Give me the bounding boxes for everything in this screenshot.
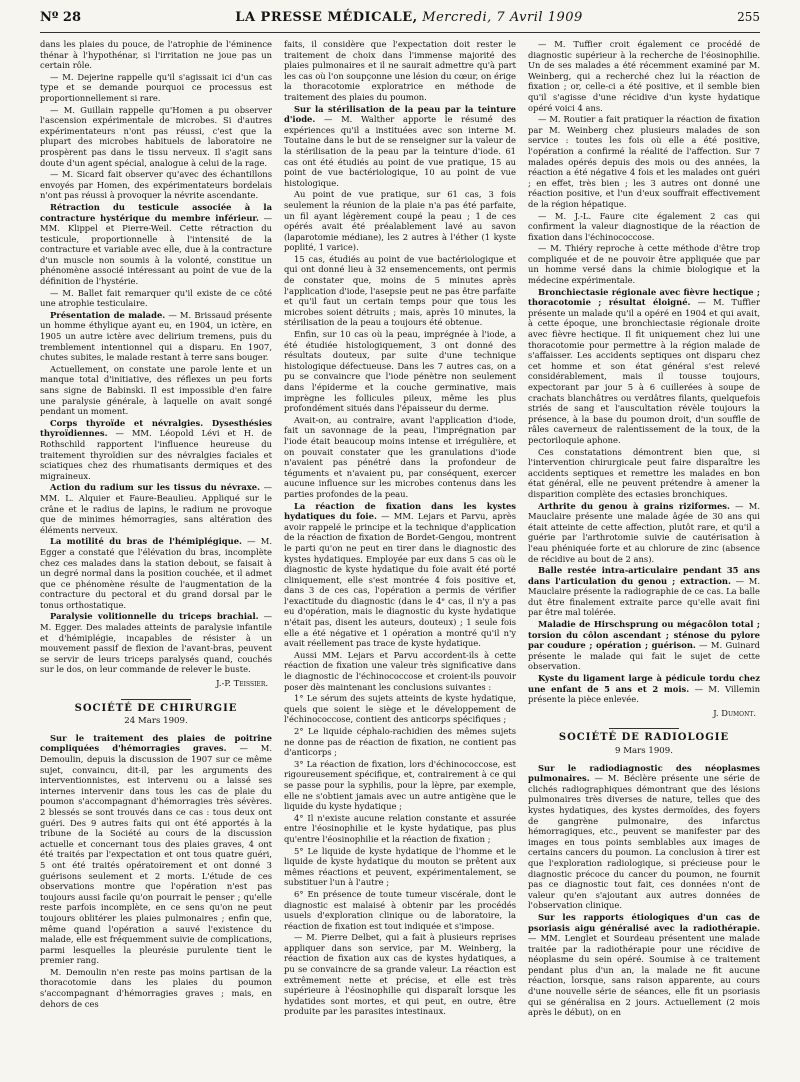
section-heading: Maladie de Hirschsprung ou mégacôlon total ; torsion du côlon ascendant ; sténose du pylore par coudure ; opération ; guérison. xyxy=(528,619,760,651)
section-heading: La motilité du bras de l'hémiplégique. xyxy=(50,536,242,547)
section-heading: Sur le traitement des plaies de poitrine compliquées d'hémorragies graves. xyxy=(40,732,272,754)
section-text: — M. Villemin présente la pièce enlevée. xyxy=(528,683,760,705)
issue-number: Nº 28 xyxy=(40,10,81,25)
section-heading: La réaction de fixation dans les kystes hydatiques du foie. xyxy=(284,500,516,522)
section xyxy=(40,482,272,535)
section-text: — M. Demoulin, depuis la discussion de 1907 sur ce même sujet, convaincu, dit-il, par les arguments des interventionnistes, est intervenu ou a laissé ses internes intervenir dans tous les cas de plaie du poumon s'accompagnant d'hémorragies très sévères. 2 blessés se sont trouvés dans ce cas : tous deux ont guéri. Des 9 autres faits qui ont été apportés à la tribune de la Société au cours de la discussion actuelle et concernant tous des plaies graves, 4 ont été traités par l'expectation et ont tous quatre guéri, 5 ont été traités opératoirement et ont donné 3 guérisons seulement et 2 morts. L'étude de ces observations montre que l'opération n'est pas toujours aussi facile qu'on pourrait le penser ; qu'elle reste parfois incomplète, en ce sens qu'on ne peut toujours oblitérer les plaies pulmonaires ; enfin que, même quand l'opération a sauvé l'existence du malade, elle est fréquemment suivie de complications, parmi lesquelles la pleurésie purulente tient le premier rang. xyxy=(40,743,272,966)
page-number: 255 xyxy=(737,10,760,24)
section xyxy=(40,611,272,675)
section xyxy=(528,565,760,618)
paragraph: dans les plaies du pouce, de l'atrophie de l'éminence thénar à l'hypothénar, si l'irritation ne joue pas un certain rôle. xyxy=(40,39,272,71)
section xyxy=(528,619,760,672)
issue-date: Mercredi, 7 Avril 1909 xyxy=(422,10,583,25)
section-heading: Kyste du ligament large à pédicule tordu chez une enfant de 5 ans et 2 mois. xyxy=(528,673,760,694)
paragraph: 15 cas, étudiés au point de vue bactériologique et qui ont donné lieu à 32 ensemencements, ont permis de constater que, moins de 5 minutes après l'application d'iode, l'asepsie peut ne pas être parfaite et qu'il faut un certain temps pour que tous les microbes soient détruits ; mais, après 10 minutes, la stérilisation de la peau a toujours été obtenue. xyxy=(284,253,516,328)
author-signature: J.-P. Teissier. xyxy=(216,678,268,689)
section-text: — M. Egger a constaté que l'élévation du bras, incomplète chez ces malades dans la station debout, se faisait à un degré normal dans la position couchée, et il admet que ce phénomène résulte de l'augmentation de la contracture du pectoral et du grand dorsal par le tonus orthostatique. xyxy=(40,536,272,610)
section-text: — M. Mauclaire présente une malade âgée de 30 ans qui était atteinte de cette affection, plutôt rare, et qu'il a guérie par l'arthrotomie suivie de cautérisation à l'eau phéniquée forte et au chlorure de zinc (absence de récidive au bout de 2 ans). xyxy=(528,500,760,564)
section-text: — MM. L. Alquier et Faure-Beaulieu. Appliqué sur le crâne et le radius de lapins, le radium ne provoque que de minimes hémorragies, sans altération des éléments nerveux. xyxy=(40,482,272,535)
section-text: — MM. Léopold Lévi et H. de Rothschild rapportent l'influence heureuse du traitement thyroïdien sur des névralgies faciales et sciatiques chez des rhumatisants dermiques et des migraineux. xyxy=(40,428,272,481)
paragraph: — M. J.-L. Faure cite également 2 cas qui confirment la valeur diagnostique de la réaction de fixation dans l'échinococcose. xyxy=(528,210,760,242)
section xyxy=(40,536,272,610)
section xyxy=(284,501,516,649)
section-text: — MM. Lenglet et Sourdeau présentent une malade traitée par la radiothérapie pour une récidive de néoplasme du sein opéré. Soumise à ce traitement pendant plus d'un an, la malade ne fit aucune réaction, lorsque, sans raison apparente, au cours d'une nouvelle série de séances, elle fit un psoriasis qui se généralisa en 2 jours. Actuellement (2 mois après le début), on en xyxy=(528,933,760,1018)
paragraph: — M. Thiéry reproche à cette méthode d'être trop compliquée et de ne pouvoir être appliquée que par un homme versé dans la chimie biologique et la médecine expérimentale. xyxy=(528,243,760,286)
page-header xyxy=(40,10,760,33)
paragraph: Avait-on, au contraire, avant l'application d'iode, fait un savonnage de la peau, l'imprégnation par l'iode était beaucoup moins intense et irrégulière, et on pouvait constater que les granulations d'iode n'avaient pas pénétré dans la profondeur de téguments et n'avaient pu, par conséquent, exercer aucune influence sur les microbes contenus dans les parties profondes de la peau. xyxy=(284,414,516,499)
section-heading: Sur la stérilisation de la peau par la teinture d'iode. xyxy=(284,103,516,125)
list-item: 1° Le sérum des sujets atteints de kyste hydatique, quels que soient le siège et le développement de l'échinococcose, contient des anticorps spécifiques ; xyxy=(284,693,516,725)
section-heading: Présentation de malade. xyxy=(50,309,166,320)
paragraph: Au point de vue pratique, sur 61 cas, 3 fois seulement la réunion de la plaie n'a pas été parfaite, un fil ayant légèrement coupé la peau ; 1 de ces opérés avait été préalablement lavé au savon (laparotomie médiane), les 2 autres à l'éther (1 kyste poplité, 1 varice). xyxy=(284,189,516,253)
section-text: — M. Béclère présente une série de clichés radiographiques démontrant que des lésions pulmonaires très diverses de nature, telles que des kystes hydatiques, des kystes dermoïdes, des foyers de gangrène pulmonaire, des infarctus hémorragiques, etc., peuvent se manifester par des images en tous points semblables aux images de certains cancers du poumon. La conclusion à tirer est que l'exploration radiologique, si précieuse pour le diagnostic précoce du cancer du poumon, ne fournit pas ce diagnostic tout fait, ces données n'ont de valeur qu'en s'ajoutant aux autres données de l'observation clinique. xyxy=(528,773,760,911)
section-text: — M. Guinard présente le malade qui fait le sujet de cette observation. xyxy=(528,640,760,672)
section-heading: Bronchiectasie régionale avec fièvre hectique ; thoracotomie ; résultat éloigné. xyxy=(528,286,760,308)
list-item: 6° En présence de toute tumeur viscérale, dont le diagnostic est malaisé à obtenir par les procédés usuels d'exploration clinique ou de laboratoire, la réaction de fixation est tout indiquée et s'impose. xyxy=(284,888,516,931)
society-title: SOCIÉTÉ DE RADIOLOGIE xyxy=(558,732,730,744)
journal-title xyxy=(235,10,582,25)
section xyxy=(528,912,760,1018)
section-text: — MM. Lejars et Parvu, après avoir rappelé le principe et la technique d'application de la réaction de fixation de Bordet-Gengou, montrent le parti qu'on ne peut en tirer dans le diagnostic des kystes hydatiques. Employée par eux dans 5 cas où le diagnostic de kyste hydatique du foie avait été porté cliniquement, elle s'est montrée 4 fois positive et, dans 3 de ces cas, l'opération a permis de vérifier l'exactitude du diagnostic (dans le 4ᵉ cas, il n'y a pas eu d'opération, mais le diagnostic du kyste hydatique n'était pas, disent les auteurs, douteux) ; 1 seule fois elle a été négative et 1 opération a montré qu'il n'y avait réellement pas trace de kyste hydatique. xyxy=(284,511,516,649)
section-text: — M. Mauclaire présente la radiographie de ce cas. La balle dut être finalement extraite parce qu'elle avait fini par être mal tolérée. xyxy=(528,575,760,618)
section-heading: Rétraction du testicule associée à la contracture hystérique du membre inférieur. xyxy=(40,201,272,223)
paragraph: — M. Guillain rappelle qu'Homen a pu observer l'ascension expérimentale de microbes. Si d'autres expérimentateurs n'ont pas réussi, c'est que la plupart des microbes habituels de laboratoire ne prospèrent pas dans le tissu nerveux. Il s'agit sans doute d'un agent spécial, analogue à celui de la rage. xyxy=(40,104,272,168)
section xyxy=(528,501,760,565)
list-item: 2° Le liquide céphalo-rachidien des mêmes sujets ne donne pas de réaction de fixation, ne contient pas d'anticorps ; xyxy=(284,726,516,758)
section-heading: Sur le radiodiagnostic des néoplasmes pulmonaires. xyxy=(528,762,760,784)
section-heading: Balle restée intra-articulaire pendant 35 ans dans l'articulation du genou ; extraction. xyxy=(528,565,760,586)
paragraph: M. Demoulin n'en reste pas moins partisan de la thoracotomie dans les plaies du poumon s'accompagnant d'hémorragies graves ; mais, en dehors de ces xyxy=(40,966,272,1009)
paragraph: faits, il considère que l'expectation doit rester le traitement de choix dans l'immense majorité des plaies pulmonaires et il ne saurait admettre qu'à part les cas où l'on soupçonne une lésion du cœur, on érige la thoracotomie exploratrice en méthode de traitement des plaies du poumon. xyxy=(284,39,516,102)
section-text: — M. Tuffier présente un malade qu'il a opéré en 1904 et qui avait, à cette époque, une bronchiectasie régionale droite avec fièvre hectique. Il fit uniquement chez lui une thoracotomie pour permettre à la région malade de s'affaisser. Les accidents septiques ont disparu chez cet homme et son état général s'est relevé considérablement, mais il tousse toujours, expectorant par jour 5 à 6 cuillerées à soupe de crachats blanchâtres ou verdâtres filants, quelquefois striés de sang et l'auscultation révèle toujours la présence, à la base du poumon droit, d'un souffle de râles caverneux de ralentissement de la toux, de la pectoriloquie aphone. xyxy=(528,297,760,445)
journal-name: LA PRESSE MÉDICALE, xyxy=(235,10,418,25)
list-item: 5° Le liquide de kyste hydatique de l'homme et le liquide de kyste hydatique du mouton se prêtent aux mêmes réactions et peuvent, expérimentalement, se substituer l'un à l'autre ; xyxy=(284,845,516,888)
section-heading: Arthrite du genou à grains riziformes. xyxy=(538,500,730,511)
paragraph: — M. Tuffier croit également ce procédé de diagnostic supérieur à la recherche de l'éosinophilie. Un de ses malades a été récemment examiné par M. Weinberg, qui a recherché chez lui la réaction de fixation ; or, celle-ci a été positive, et il semble bien qu'il s'agisse d'une récidive d'un kyste hydatique opéré voici 4 ans. xyxy=(528,39,760,113)
section xyxy=(528,673,760,705)
paragraph: — M. Sicard fait observer qu'avec des échantillons envoyés par Homen, des expérimentateurs bordelais n'ont pas réussi à provoquer la névrite ascendante. xyxy=(40,169,272,201)
list-item: 4° Il n'existe aucune relation constante et assurée entre l'éosinophilie et le kyste hydatique, pas plus qu'entre l'éosinophilie et la réaction de fixation ; xyxy=(284,812,516,844)
section-text: — M. Brissaud présente un homme éthylique ayant eu, en 1904, un ictère, en 1905 un autre ictère avec delirium tremens, puis du tremblement intentionnel qui a disparu. En 1907, chutes subites, le malade restant à terre sans bouger. xyxy=(40,309,272,363)
column-2 xyxy=(284,39,516,1079)
section-heading: Action du radium sur les tissus du névraxe. xyxy=(50,482,261,493)
paragraph: — M. Pierre Delbet, qui a fait à plusieurs reprises appliquer dans son service, par M. Weinberg, la réaction de fixation aux cas de kystes hydatiques, a pu se convaincre de sa grande valeur. La réaction est extrêmement nette et précise, et elle est très supérieure à l'éosinophilie qui disparaît lorsque les hydatides sont mortes, et qui peut, en outre, être produite par les parasites intestinaux. xyxy=(284,932,516,1017)
society-title: SOCIÉTÉ DE CHIRURGIE xyxy=(74,702,238,714)
paragraph: Actuellement, on constate une parole lente et un manque total d'initiative, des réflexes un peu forts sans signe de Babinski. Il est impossible d'en faire une paralysie générale, à laquelle on avait songé pendant un moment. xyxy=(40,363,272,417)
section-text: — MM. Klippel et Pierre-Weil. Cette rétraction du testicule, proportionnelle à l'intensité de la contracture et variable avec elle, due à la contracture d'un muscle non soumis à la volonté, constitue un phénomène associé intéressant au point de vue de la définition de l'hystérie. xyxy=(40,212,272,287)
column-3 xyxy=(528,39,760,1079)
column-1 xyxy=(40,39,272,1079)
paragraph: — M. Ballet fait remarquer qu'il existe de ce côté une atrophie testiculaire. xyxy=(40,287,272,309)
section-text: — M. Egger. Des malades atteints de paralysie infantile et d'hémiplégie, incapables de résister à un mouvement passif de flexion de l'avant-bras, peuvent se servir de leurs triceps paralysés quand, couchés sur le dos, on leur commande de relever le buste. xyxy=(40,611,272,675)
section-heading: Sur les rapports étiologiques d'un cas de psoriasis aigu généralisé avec la radiothérapie. xyxy=(528,911,760,933)
section xyxy=(40,202,272,287)
paragraph: Ces constatations démontrent bien que, si l'intervention chirurgicale peut faire disparaître les accidents septiques et remettre les malades en bon état général, elle ne peuvent prétendre à amener la disparition complète des ectasies bronchiques. xyxy=(528,446,760,499)
paragraph: Aussi MM. Lejars et Parvu accordent-ils à cette réaction de fixation une valeur très significative dans le diagnostic de l'échinococcose et croient-ils pouvoir poser dès maintenant les conclusions suivantes : xyxy=(284,649,516,692)
paragraph: — M. Routier a fait pratiquer la réaction de fixation par M. Weinberg chez plusieurs malades de son service : toutes les fois où elle a été positive, l'opération a confirmé la réalité de l'affection. Sur 7 malades opérés depuis des mois ou des années, la réaction a été négative 4 fois et les malades ont guéri ; en effet, très bien ; les 3 autres ont donné une réaction positive, et l'un d'eux souffrait effectivement de la région hépatique. xyxy=(528,114,760,209)
section-heading: Corps thyroïde et névralgies. Dysesthésies thyroïdiennes. xyxy=(40,417,272,439)
section xyxy=(528,287,760,446)
section xyxy=(40,418,272,482)
section-divider xyxy=(121,699,191,700)
society-date: 9 Mars 1909. xyxy=(615,746,673,756)
article-columns xyxy=(40,39,760,1079)
section xyxy=(284,104,516,189)
section-heading: Paralysie volitionnelle du triceps brachial. xyxy=(50,611,259,622)
section xyxy=(40,310,272,363)
section-divider xyxy=(609,728,679,729)
paragraph: — M. Dejerine rappelle qu'il s'agissait ici d'un cas type et se demande pourquoi ce processus est proportionnellement si rare. xyxy=(40,71,272,103)
section-text: — M. Walther apporte le résumé des expériences qu'il a instituées avec son interne M. Toutaine dans le but de se renseigner sur la valeur de la stérilisation de la peau par la teinture d'iode. 61 cas ont été étudiés au point de vue pratique, 15 au point de vue bactériologique, 10 au point de vue histologique. xyxy=(284,114,516,188)
society-date: 24 Mars 1909. xyxy=(124,716,188,727)
list-item: 3° La réaction de fixation, lors d'échinococcose, est rigoureusement spécifique, et, contrairement à ce qui se passe pour la syphilis, pour la lèpre, par exemple, elle ne s'obtient jamais avec un autre antigène que le liquide du kyste hydatique ; xyxy=(284,758,516,812)
paragraph: Enfin, sur 10 cas où la peau, imprégnée à l'iode, a été étudiée histologiquement, 3 ont donné des résultats douteux, par suite d'une technique histologique défectueuse. Dans les 7 autres cas, on a pu se convaincre que l'iode pénètre non seulement dans l'épiderme et la couche germinative, mais imprègne les follicules pileux, même les plus profondément situés dans l'épaisseur du derme. xyxy=(284,329,516,414)
author-signature: J. Dumont. xyxy=(713,707,756,718)
section xyxy=(40,733,272,966)
section xyxy=(528,763,760,911)
